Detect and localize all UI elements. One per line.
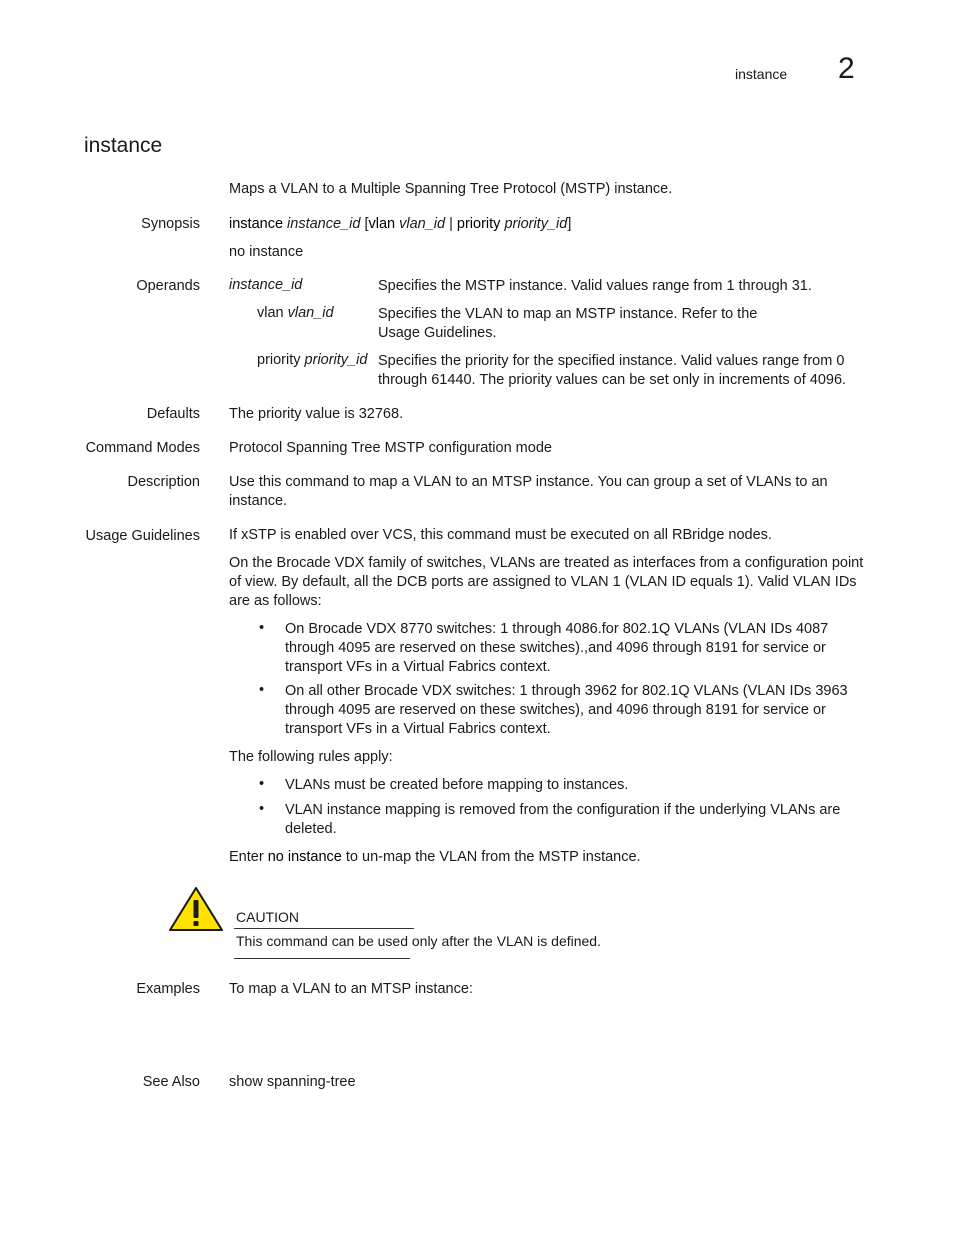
examples-text: To map a VLAN to an MTSP instance: — [229, 981, 473, 997]
caution-divider-bottom — [234, 958, 410, 959]
usage-p2 — [229, 554, 869, 611]
usage-enter-cmd: no instance — [267, 849, 342, 865]
label-synopsis: Synopsis — [141, 216, 200, 232]
synopsis-pipe: | — [449, 216, 453, 232]
operand-arg-instance: instance_id — [229, 277, 303, 293]
usage-enter-post: to un-map the VLAN from the MSTP instance. — [341, 849, 641, 865]
usage-bullet-2-line2: through 4095 are reserved on these switches), and 4096 through 8191 for service or — [285, 702, 826, 718]
synopsis-arg-vlan: vlan_id — [399, 216, 446, 232]
command-modes-text: Protocol Spanning Tree MSTP configuration mode — [229, 440, 552, 456]
bullet-glyph: • — [259, 776, 265, 792]
see-also-link[interactable]: show spanning-tree — [229, 1074, 356, 1090]
description-text — [229, 473, 869, 511]
usage-bullet-1-line1: On Brocade VDX 8770 switches: 1 through 4086.for 802.1Q VLANs (VLAN IDs 4087 — [285, 621, 829, 637]
operand-arg-priority: priority_id — [304, 352, 368, 368]
label-defaults: Defaults — [146, 406, 200, 422]
synopsis-kw-priority: priority — [456, 216, 501, 232]
usage-p2-line1: On the Brocade VDX family of switches, VLANs are treated as interfaces from a configuration point — [229, 555, 864, 571]
warning-triangle-icon — [167, 885, 225, 937]
usage-p2-line2: of view. By default, all the DCB ports are assigned to VLAN 1 (VLAN ID equals 1). Valid VLAN IDs — [229, 574, 857, 590]
usage-bullet-1-line2: through 4095 are reserved on these switches).,and 4096 through 8191 for service or — [285, 640, 826, 656]
usage-rule-2 — [285, 801, 870, 839]
usage-bullet-2-line3: transport VFs in a Virtual Fabrics context. — [285, 721, 551, 737]
operand-desc-priority — [378, 352, 873, 390]
usage-enter-pre: Enter — [229, 849, 268, 865]
operand-desc-vlan-line2: Usage Guidelines. — [378, 325, 497, 341]
operand-desc-priority-line2: through 61440. The priority values can be set only in increments of 4096. — [378, 372, 847, 388]
synopsis-arg-priority: priority_id — [504, 216, 568, 232]
operand-arg-vlan: vlan_id — [287, 305, 334, 321]
operand-desc-priority-line1: Specifies the priority for the specified instance. Valid values range from 0 — [378, 353, 845, 369]
label-examples: Examples — [136, 981, 200, 997]
caution-title: CAUTION — [236, 909, 299, 925]
chapter-number: 2 — [838, 52, 855, 85]
operand-desc-vlan-line1: Specifies the VLAN to map an MSTP instance. Refer to the — [378, 306, 758, 322]
bullet-glyph: • — [259, 801, 265, 817]
usage-rule-1: VLANs must be created before mapping to instances. — [285, 777, 629, 793]
operand-name-priority — [257, 352, 367, 368]
label-description: Description — [127, 474, 200, 490]
usage-rules-intro: The following rules apply: — [229, 749, 393, 765]
usage-rule-2-line2: deleted. — [285, 821, 337, 837]
label-see-also: See Also — [142, 1074, 200, 1090]
operand-kw-priority: priority — [257, 352, 301, 368]
bullet-glyph: • — [259, 682, 265, 698]
page-title: instance — [84, 134, 163, 157]
usage-bullet-2 — [285, 682, 870, 739]
synopsis-arg-instance: instance_id — [287, 216, 361, 232]
caution-text: This command can be used only after the VLAN is defined. — [236, 933, 601, 949]
usage-enter-line — [229, 848, 869, 867]
usage-bullet-2-line1: On all other Brocade VDX switches: 1 through 3962 for 802.1Q VLANs (VLAN IDs 3963 — [285, 683, 848, 699]
running-header-title: instance — [735, 66, 788, 82]
usage-rule-2-line1: VLAN instance mapping is removed from the configuration if the underlying VLANs are — [285, 802, 841, 818]
bullet-glyph: • — [259, 620, 265, 636]
synopsis-bracket-close: ] — [567, 216, 572, 232]
usage-bullet-1 — [285, 620, 870, 677]
usage-bullet-1-line3: transport VFs in a Virtual Fabrics context. — [285, 659, 551, 675]
synopsis-line — [229, 215, 869, 234]
label-command-modes: Command Modes — [85, 440, 200, 456]
description-line1: Use this command to map a VLAN to an MTSP instance. You can group a set of VLANs to an — [229, 474, 828, 490]
caution-divider-top — [234, 928, 414, 929]
operand-desc-vlan — [378, 305, 873, 343]
label-operands: Operands — [136, 278, 200, 294]
operand-desc-instance: Specifies the MSTP instance. Valid values range from 1 through 31. — [378, 278, 812, 294]
operand-name-vlan — [257, 305, 334, 321]
usage-p1: If xSTP is enabled over VCS, this command must be executed on all RBridge nodes. — [229, 527, 772, 543]
synopsis-no-form: no instance — [229, 244, 304, 260]
description-line2: instance. — [229, 493, 288, 509]
synopsis-kw-vlan: vlan — [368, 216, 396, 232]
label-usage-guidelines: Usage Guidelines — [85, 528, 200, 544]
command-summary: Maps a VLAN to a Multiple Spanning Tree Protocol (MSTP) instance. — [229, 181, 673, 197]
operand-name-instance — [229, 277, 302, 293]
operand-kw-vlan: vlan — [257, 305, 284, 321]
synopsis-kw-instance: instance — [229, 216, 284, 232]
defaults-text: The priority value is 32768. — [229, 406, 404, 422]
usage-p2-line3: are as follows: — [229, 593, 322, 609]
synopsis-bracket-open: [ — [364, 216, 369, 232]
